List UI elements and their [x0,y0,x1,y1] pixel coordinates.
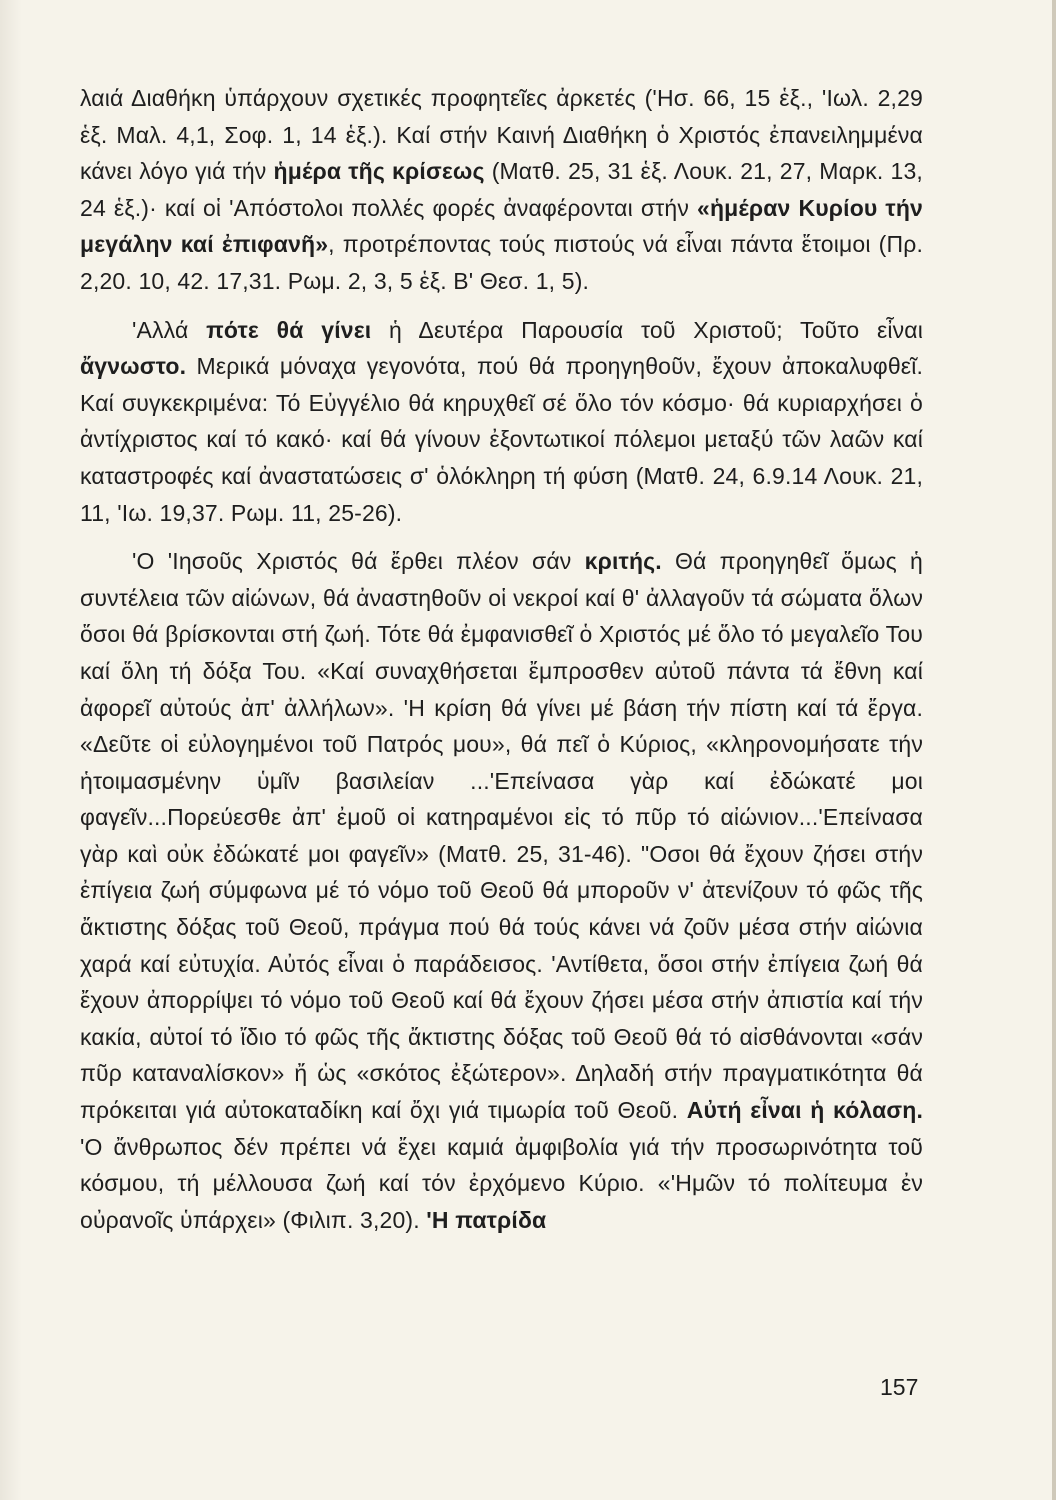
bold-run: Αὐτή εἶναι ἡ κόλαση. [686,1097,923,1124]
text-run: Μερικά μόναχα γεγονότα, πού θά προηγηθοῦν, ἔχουν ἀποκαλυφθεῖ. Καί συγκεκριμένα: Τό Εὐγγέλιο θά κηρυχθεῖ σέ ὅλο τόν κόσμο· θά κυριαρχήσει ὁ ἀντίχριστος καί τό κακό· καί θά γίνουν ἐξοντωτικοί πόλεμοι μεταξύ τῶν λαῶν καί καταστροφές καί ἀναστατώσεις σ' ὁλόκληρη τή φύση (Ματθ. 24, 6.9.14 Λουκ. 21, 11, 'Ιω. 19,37. Ρωμ. 11, 25-26). [80,353,923,526]
bold-run: ἄγνωστο. [80,353,187,380]
paragraph-2 [80,312,923,532]
bold-run: «ἡμέραν Κυρίου τήν μεγάλην καί ἐπιφανῆ» [80,194,923,258]
paragraph-1 [80,80,923,300]
text-run: , προτρέποντας τούς πιστούς νά εἶναι πάντα ἕτοιμοι (Πρ. 2,20. 10, 42. 17,31. Ρωμ. 2, 3, 5 ἑξ. Β' Θεσ. 1, 5). [80,231,924,294]
text-run: λαιά Διαθήκη ὑπάρχουν σχετικές προφητεῖες ἀρκετές ('Ησ. 66, 15 ἑξ., 'Ιωλ. 2,29 ἑξ. Μαλ. 4,1, Σοφ. 1, 14 ἑξ.). Καί στήν Καινή Διαθήκη ὁ Χριστός ἐπανειλημμένα κάνει λόγο γιά τήν [80,85,923,185]
page-number: 157 [880,1374,919,1400]
text-run: Θά προηγηθεῖ ὅμως ἡ συντέλεια τῶν αἰώνων, θά ἀναστηθοῦν οἱ νεκροί καί θ' ἀλλαγοῦν τά σώματα ὅλων ὅσοι θά βρίσκονται στή ζωή. Τότε θά ἐμφανισθεῖ ὁ Χριστός μέ ὅλο τό μεγαλεῖο Του καί ὅλη τή δόξα Του. «Καί συναχθήσεται ἔμπροσθεν αὐτοῦ πάντα τά ἔθνη καί ἀφορεῖ αὐτούς ἀπ' ἀλλήλων». 'Η κρίση θά γίνει μέ βάση τήν πίστη καί τά ἔργα. «Δεῦτε οἱ εὐλογημένοι τοῦ Πατρός μου», θά πεῖ ὁ Κύριος, «κληρονομήσατε τήν ἡτοιμασμένην ὑμῖν βασιλείαν ...'Επείνασα γὰρ καί ἐδώκατέ μοι φαγεῖν...Πορεύεσθε ἀπ' ἐμοῦ οἱ κατηραμένοι εἰς τό πῦρ τό αἰώνιον...'Επείνασα γὰρ καὶ οὐκ ἐδώκατέ μοι φαγεῖν» (Ματθ. 25, 31-46). "Οσοι θά ἔχουν ζήσει στήν ἐπίγεια ζωή σύμφωνα μέ τό νόμο τοῦ Θεοῦ θά μποροῦν ν' ἀτενίζουν τό φῶς τῆς ἄκτιστης δόξας τοῦ Θεοῦ, πράγμα πού θά τούς κάνει νά ζοῦν μέσα στήν αἰώνια χαρά καί εὐτυχία. Αὐτός εἶναι ὁ παράδεισος. 'Αντίθετα, ὅσοι στήν ἐπίγεια ζωή θά ἔχουν ἀπορρίψει τό νόμο τοῦ Θεοῦ καί θά ἔχουν ζήσει μέσα στήν ἀπιστία καί τήν κακία, αὐτοί τό ἴδιο τό φῶς τῆς ἄκτιστης δόξας τοῦ Θεοῦ θά τό αἰσθάνονται «σάν πῦρ καταναλίσκον» ἤ ὡς «σκότος ἐξώτερον». Δηλαδή στήν πραγματικότητα θά πρόκειται γιά αὐτοκαταδίκη καί ὄχι γιά τιμωρία τοῦ Θεοῦ. [80,548,923,1124]
text-run: ἡ Δευτέρα Παρουσία τοῦ Χριστοῦ; Τοῦτο εἶναι [371,316,923,343]
bold-run: πότε θά γίνει [206,316,372,343]
text-run: 'Ο 'Ιησοῦς Χριστός θά ἔρθει πλέον σάν [132,548,585,575]
body-text [80,80,923,1238]
text-run: 'Ο ἄνθρωπος δέν πρέπει νά ἔχει καμιά ἀμφιβολία γιά τήν προσωρινότητα τοῦ κόσμου, τή μέλλουσα ζωή καί τόν ἐρχόμενο Κύριο. «'Ημῶν τό πολίτευμα ἐν οὐρανοῖς ὑπάρχει» (Φιλιπ. 3,20). [80,1133,923,1233]
text-run: 'Αλλά [132,316,207,343]
bold-run: ἡμέρα τῆς κρίσεως [273,158,485,185]
text-run: (Ματθ. 25, 31 ἑξ. Λουκ. 21, 27, Μαρκ. 13, 24 ἑξ.)· καί οἱ 'Απόστολοι πολλές φορές ἀναφέρονται στήν [80,158,923,221]
bold-run: 'Η πατρίδα [426,1206,547,1233]
bold-run: κριτής. [584,548,662,575]
page-edge [1052,0,1056,1500]
paragraph-3 [80,543,923,1238]
